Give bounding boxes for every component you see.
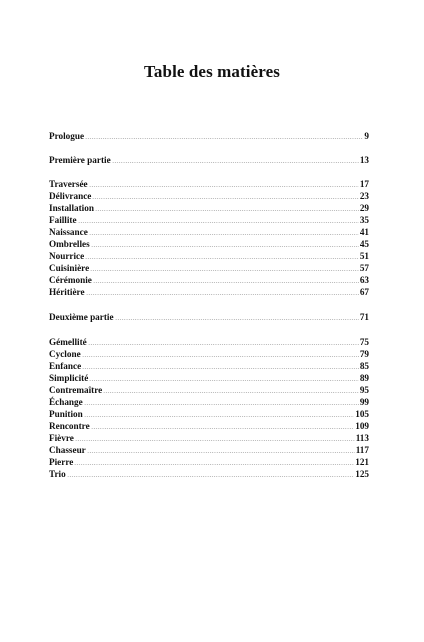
dot-leader: [93, 275, 359, 283]
toc-entry: [49, 226, 369, 238]
toc-entry-page-number: 51: [359, 251, 369, 261]
dot-leader: [103, 385, 359, 393]
toc-entry-page-number: 17: [359, 179, 369, 189]
toc-entry-label: Installation: [49, 203, 94, 213]
toc-entry-page-number: 79: [359, 349, 369, 359]
dot-leader: [87, 445, 355, 453]
dot-leader: [95, 203, 359, 211]
toc-entry-part-one: [49, 154, 369, 166]
toc-entry-label: Héritière: [49, 287, 85, 297]
toc-entry-label: Faillite: [49, 215, 77, 225]
toc-entry-page-number: 57: [359, 263, 369, 273]
toc-entry-label: Traversée: [49, 179, 88, 189]
toc-entry: [49, 432, 369, 444]
toc-part-one-chapters: [49, 178, 369, 298]
toc-entry-page-number: 71: [359, 312, 369, 322]
toc-entry-page-number: 121: [355, 457, 369, 467]
toc-entry-page-number: 95: [359, 385, 369, 395]
toc-entry: [49, 286, 369, 298]
toc-entry: [49, 214, 369, 226]
dot-leader: [85, 131, 363, 139]
dot-leader: [75, 433, 355, 441]
toc-entry-page-number: 85: [359, 361, 369, 371]
toc-entry: [49, 202, 369, 214]
toc-entry: [49, 238, 369, 250]
dot-leader: [92, 191, 358, 199]
toc-entry: [49, 420, 369, 432]
dot-leader: [84, 397, 359, 405]
toc-entry-page-number: 105: [355, 409, 369, 419]
toc-entry-page-number: 109: [355, 421, 369, 431]
toc-entry-label: Gémellité: [49, 337, 87, 347]
toc-entry-page-number: 63: [359, 275, 369, 285]
toc-entry-part-two: [49, 311, 369, 323]
dot-leader: [89, 373, 359, 381]
dot-leader: [90, 263, 359, 271]
dot-leader: [85, 251, 359, 259]
toc-entry: [49, 468, 369, 480]
toc-entry-label: Rencontre: [49, 421, 90, 431]
toc-entry-page-number: 117: [355, 445, 369, 455]
toc-entry-label: Fièvre: [49, 433, 74, 443]
toc-entry-label: Simplicité: [49, 373, 89, 383]
toc-entry-label: Contremaître: [49, 385, 103, 395]
toc-entry-label: Pierre: [49, 457, 74, 467]
toc-entry-page-number: 35: [359, 215, 369, 225]
toc-entry-page-number: 41: [359, 227, 369, 237]
toc-entry-label: Cérémonie: [49, 275, 92, 285]
toc-entry-page-number: 9: [364, 131, 369, 141]
dot-leader: [84, 409, 355, 417]
toc-entry: [49, 178, 369, 190]
toc-entry: [49, 190, 369, 202]
toc-entry-page-number: 75: [359, 337, 369, 347]
toc-entry-page-number: 99: [359, 397, 369, 407]
dot-leader: [89, 227, 359, 235]
dot-leader: [86, 287, 359, 295]
toc-entry-label: Échange: [49, 397, 83, 407]
toc-entry-label: Prologue: [49, 131, 85, 141]
dot-leader: [74, 457, 354, 465]
toc-entry-label: Nourrice: [49, 251, 85, 261]
toc-entry-label: Deuxième partie: [49, 312, 114, 322]
toc-entry-label: Délivrance: [49, 191, 92, 201]
toc-entry: [49, 384, 369, 396]
toc-entry-label: Ombrelles: [49, 239, 90, 249]
toc-entry-prologue: [49, 130, 369, 142]
toc-entry-page-number: 125: [355, 469, 369, 479]
dot-leader: [78, 215, 359, 223]
dot-leader: [67, 469, 355, 477]
toc-entry-page-number: 23: [359, 191, 369, 201]
toc-entry-label: Première partie: [49, 155, 111, 165]
toc-entry-label: Enfance: [49, 361, 82, 371]
dot-leader: [82, 361, 359, 369]
toc-entry: [49, 408, 369, 420]
toc-entry-page-number: 13: [359, 155, 369, 165]
toc-entry-label: Cuisinière: [49, 263, 90, 273]
toc-entry-label: Trio: [49, 469, 66, 479]
dot-leader: [91, 239, 359, 247]
toc-entry-page-number: 67: [359, 287, 369, 297]
toc-entry-label: Punition: [49, 409, 83, 419]
dot-leader: [115, 312, 359, 320]
toc-entry-page-number: 45: [359, 239, 369, 249]
dot-leader: [88, 337, 359, 345]
toc-entry: [49, 262, 369, 274]
toc-entry: [49, 360, 369, 372]
toc-entry: [49, 274, 369, 286]
toc-entry-label: Cyclone: [49, 349, 81, 359]
toc-entry-page-number: 113: [355, 433, 369, 443]
toc-entry: [49, 250, 369, 262]
toc-entry: [49, 456, 369, 468]
dot-leader: [89, 179, 359, 187]
toc-entry: [49, 372, 369, 384]
toc-entry: [49, 396, 369, 408]
toc-entry-label: Chasseur: [49, 445, 86, 455]
toc-entry-page-number: 29: [359, 203, 369, 213]
toc-entry: [49, 444, 369, 456]
dot-leader: [91, 421, 355, 429]
toc-entry-label: Naissance: [49, 227, 88, 237]
dot-leader: [82, 349, 359, 357]
toc-entry: [49, 336, 369, 348]
toc-part-two-chapters: [49, 336, 369, 480]
page-title: Table des matières: [144, 62, 280, 81]
toc-entry-page-number: 89: [359, 373, 369, 383]
toc-entry: [49, 348, 369, 360]
dot-leader: [112, 155, 359, 163]
